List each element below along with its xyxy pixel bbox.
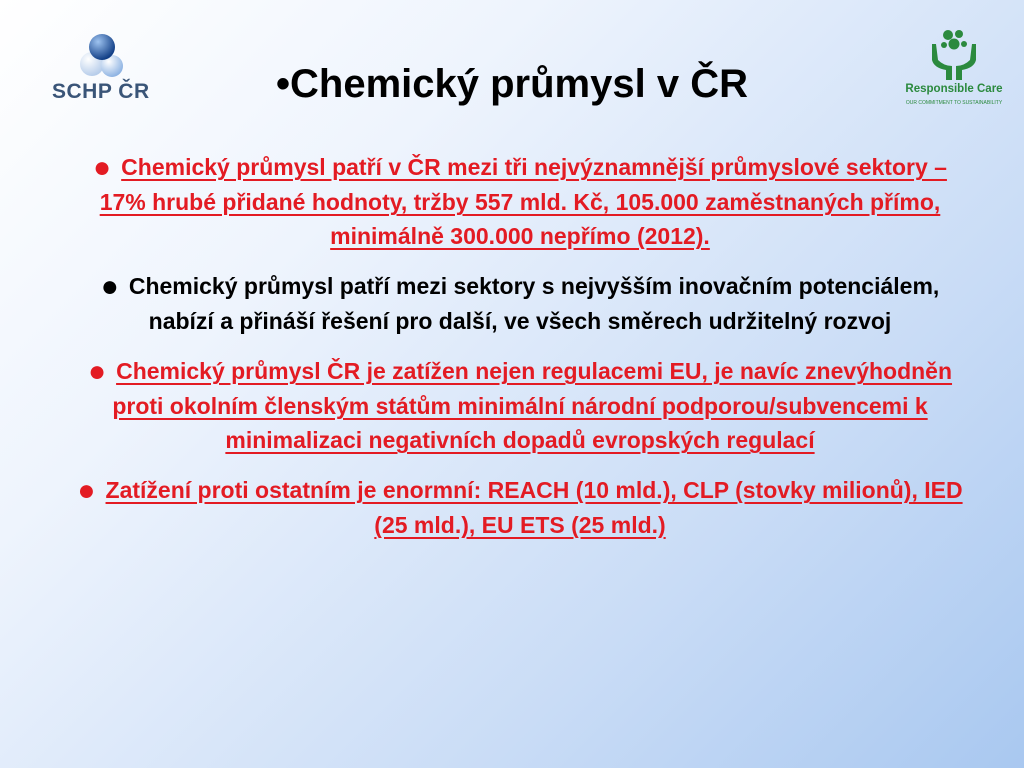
bullet-item — [70, 354, 970, 457]
responsible-care-hands-icon — [926, 26, 982, 82]
bullet-item — [70, 269, 970, 338]
bullet-dot-icon: ● — [77, 474, 96, 507]
bullet-dot-icon: ● — [87, 355, 107, 388]
bullet-text: Chemický průmysl patří mezi sektory s nejvyšším inovačním potenciálem, nabízí a přináší řešení pro další, ve všech směrech udržitelný rozvoj — [128, 273, 940, 334]
responsible-care-name: Responsible Care — [905, 83, 1003, 95]
responsible-care-tagline: OUR COMMITMENT TO SUSTAINABILITY — [905, 100, 1003, 106]
schp-logo-text: SCHP ČR — [52, 80, 150, 103]
bullet-dot-icon: ● — [100, 270, 119, 303]
slide-title: •Chemický průmysl v ČR — [276, 62, 748, 106]
bullet-item — [70, 473, 970, 542]
bullet-text: Zatížení proti ostatním je enormní: REACH (10 mld.), CLP (stovky milionů), IED (25 mld.), EU ETS (25 mld.) — [105, 477, 963, 538]
bullet-text: Chemický průmysl patří v ČR mezi tři nejvýznamnější průmyslové sektory – 17% hrubé přidané hodnoty, tržby 557 mld. Kč, 105.000 zaměstnaných přímo, minimálně 300.000 nepřímo (2012). — [99, 154, 947, 249]
bullet-text: Chemický průmysl ČR je zatížen nejen regulacemi EU, je navíc znevýhodněn proti okolním členským státům minimální národní podporou/subvencemi k minimalizaci negativních dopadů evropských regulací — [112, 358, 953, 453]
bullet-list — [70, 150, 970, 558]
responsible-care-logo — [898, 26, 1010, 126]
bullet-item — [70, 150, 970, 253]
bullet-dot-icon: ● — [93, 151, 112, 184]
